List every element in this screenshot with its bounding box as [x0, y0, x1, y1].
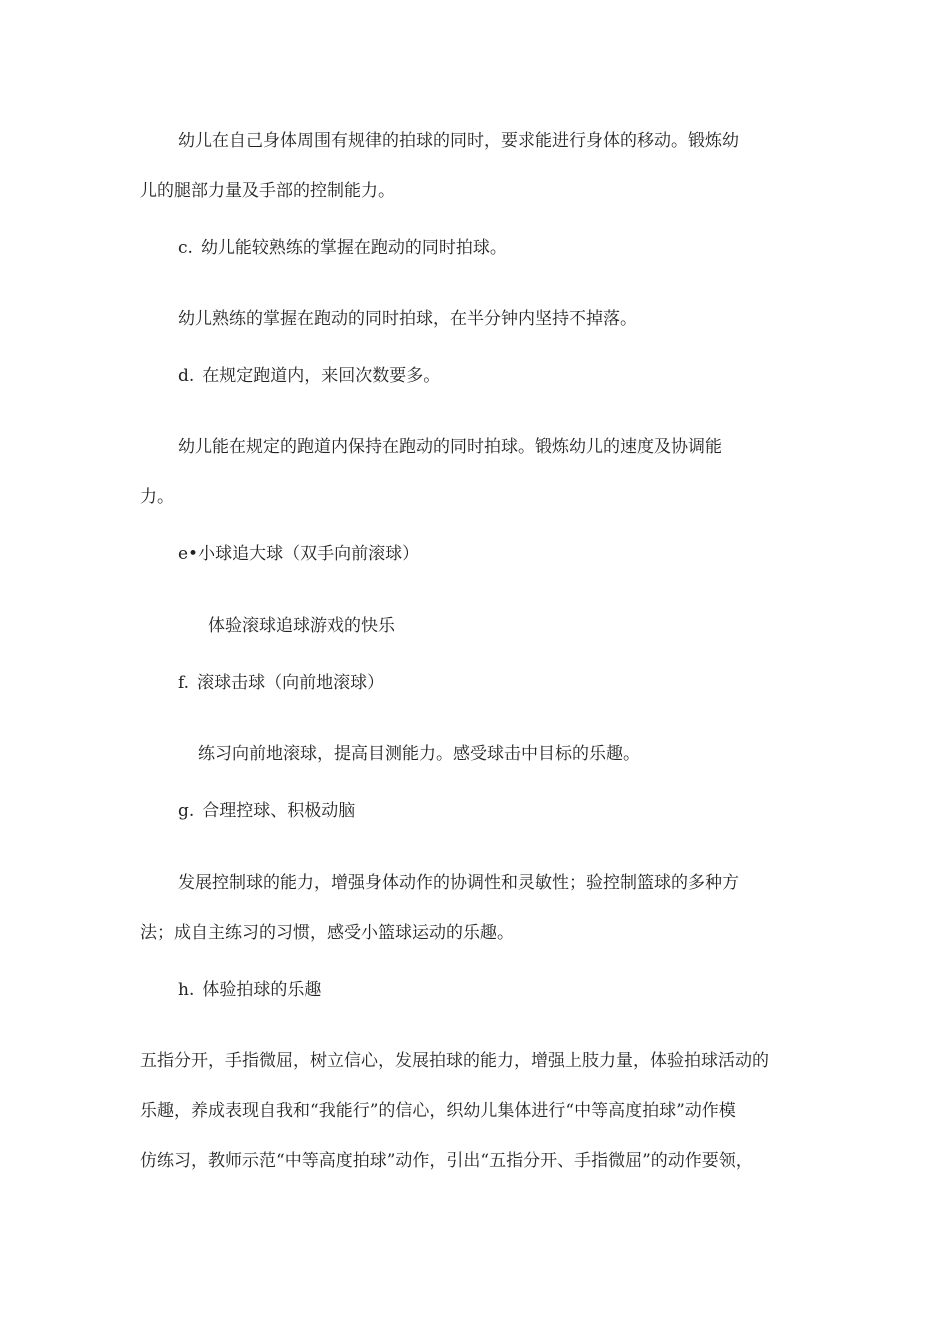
paragraph-line: 发展控制球的能力，增强身体动作的协调性和灵敏性；验控制篮球的多种方	[178, 873, 739, 893]
paragraph-line: 幼儿能在规定的跑道内保持在跑动的同时拍球。锻炼幼儿的速度及协调能	[178, 437, 722, 457]
list-item-text: 合理控球、积极动脑	[202, 801, 356, 821]
list-item-h	[178, 979, 321, 1001]
paragraph-line: 仿练习，教师示范“中等高度拍球”动作，引出“五指分开、手指微屈”的动作要领，	[140, 1151, 753, 1171]
list-item-text: 幼儿能较熟练的掌握在跑动的同时拍球。	[200, 238, 507, 258]
paragraph-line: 幼儿熟练的掌握在跑动的同时拍球，在半分钟内坚持不掉落。	[178, 309, 637, 329]
paragraph-line: 幼儿在自己身体周围有规律的拍球的同时，要求能进行身体的移动。锻炼幼	[178, 131, 739, 151]
list-item-text: 体验拍球的乐趣	[202, 980, 322, 1000]
list-label: h.	[178, 980, 195, 1000]
paragraph-line: 儿的腿部力量及手部的控制能力。	[140, 181, 395, 201]
paragraph-line: 法；成自主练习的习惯，感受小篮球运动的乐趣。	[140, 923, 514, 943]
list-item-text: 滚球击球（向前地滚球）	[197, 673, 385, 693]
list-label: d.	[178, 366, 195, 386]
list-item-c	[178, 237, 507, 259]
list-item-g	[178, 800, 355, 822]
list-label: c.	[178, 238, 193, 258]
paragraph-line: 练习向前地滚球，提高目测能力。感受球击中目标的乐趣。	[198, 744, 640, 764]
list-item-e: e•小球追大球（双手向前滚球）	[178, 544, 420, 564]
list-label: g.	[178, 801, 195, 821]
paragraph-line: 力。	[140, 487, 174, 507]
list-item-f	[178, 672, 384, 694]
list-item-d	[178, 365, 440, 387]
list-item-text: 在规定跑道内，来回次数要多。	[202, 366, 441, 386]
paragraph-line: 体验滚球追球游戏的快乐	[208, 616, 395, 636]
paragraph-line: 乐趣，养成表现自我和“我能行”的信心，织幼儿集体进行“中等高度拍球”动作模	[140, 1101, 736, 1121]
list-label: f.	[178, 673, 190, 693]
paragraph-line: 五指分开，手指微屈，树立信心，发展拍球的能力，增强上肢力量，体验拍球活动的	[140, 1051, 769, 1071]
